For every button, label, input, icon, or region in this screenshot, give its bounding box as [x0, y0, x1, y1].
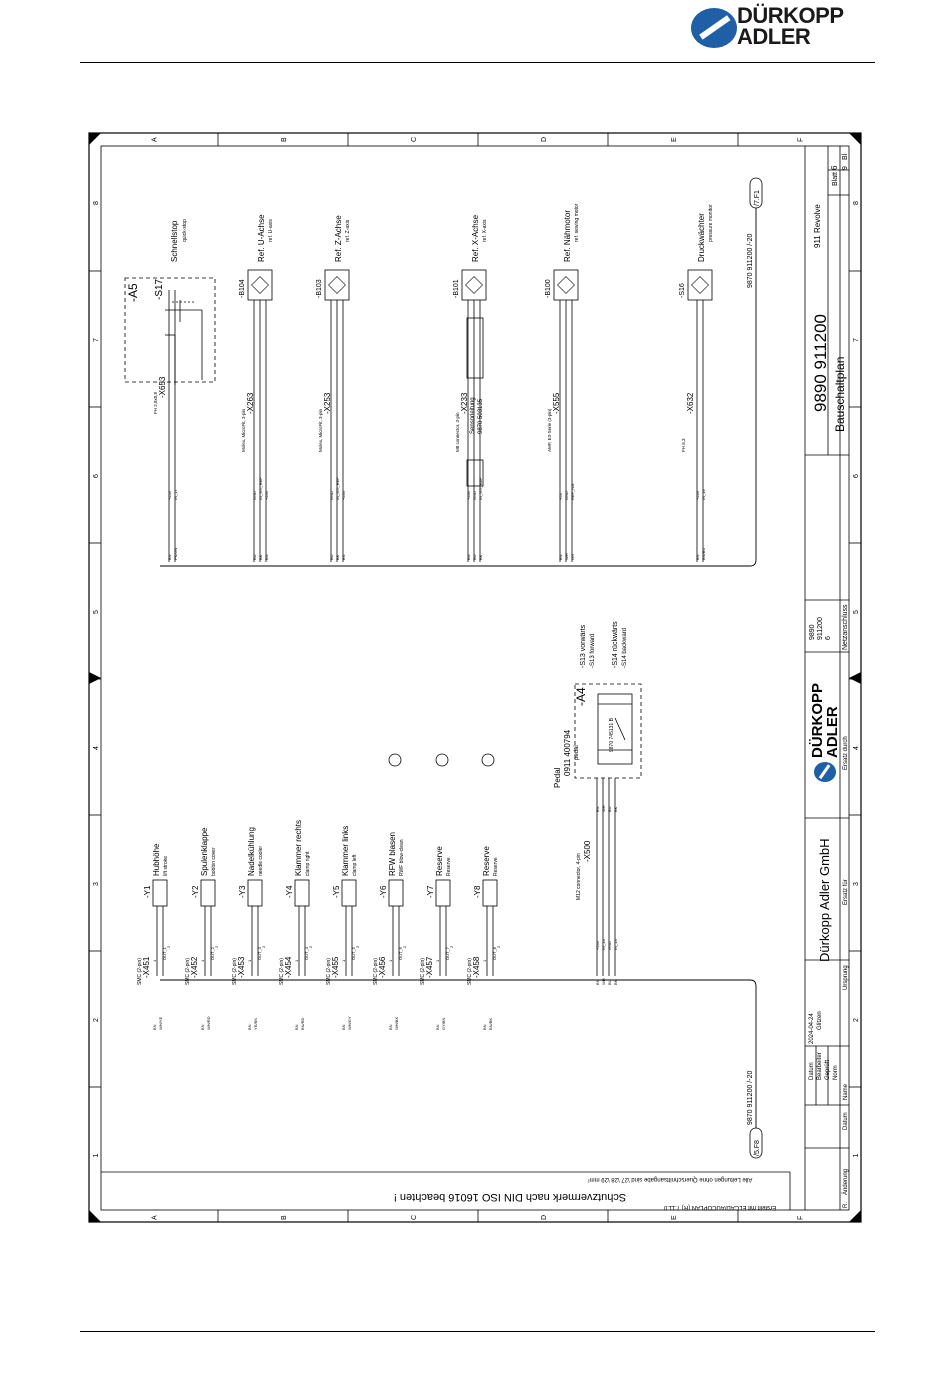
wire-color: WH: [601, 978, 606, 985]
pin-number: 1: [341, 959, 346, 962]
valve-name: Klammer links: [341, 825, 350, 876]
pedal-part: 0911 400794: [563, 729, 572, 776]
valve-name: Spulenklappe: [200, 827, 209, 876]
wire-color: BU: [607, 806, 612, 812]
wire-signal: +24V: [341, 490, 346, 500]
wire-signal: +24V: [167, 490, 172, 500]
frame-row-letter: E: [671, 1215, 678, 1220]
valve-connector-desc: SMC (2-pin): [420, 958, 426, 985]
wire-signal: GND: [252, 491, 257, 500]
pin-number: 2: [166, 945, 171, 948]
r-label: R.: [843, 1202, 849, 1208]
wire-color: PK/GN: [173, 547, 178, 560]
class-label: 911 Revolve: [813, 204, 822, 248]
solenoid-icon: [295, 880, 309, 906]
pin-number: 2: [214, 945, 219, 948]
pin-number: 2: [449, 945, 454, 948]
title-block-brand-1: DÜRKOPP: [809, 682, 826, 758]
wire-color: BN/RD: [300, 1017, 305, 1030]
wire-color: BN: [200, 1024, 205, 1030]
valve-tag: -Y2: [191, 885, 200, 898]
cross-section-note: Alle Leitungen ohne Querschnittsangabe sind \27 \28 \29 mm²: [587, 1176, 753, 1182]
pedal-s14: -S14 rückwärts: [612, 621, 619, 668]
frame-row-letter: E: [671, 137, 678, 142]
wire-color: BN: [294, 1024, 299, 1030]
wire-color: WH/BK: [394, 1016, 399, 1030]
pin-number: 2: [308, 945, 313, 948]
device-s16: [679, 204, 714, 562]
valve-tag: -Y4: [285, 885, 294, 898]
pin-number: 1: [388, 959, 393, 962]
z-symbols: [389, 754, 494, 766]
valve-connector: -X456: [378, 956, 387, 978]
device-name: Ref. X-Achse: [471, 214, 480, 262]
wire-color: BU: [329, 554, 334, 560]
valve-y8: [467, 846, 501, 1030]
valve-connector: -X451: [142, 956, 151, 978]
wire-signal: IN_STI_REF: [478, 477, 483, 500]
top-devices: [153, 203, 714, 562]
bus-lines: [160, 200, 756, 1135]
valve-name: RFW blasen: [388, 831, 397, 876]
wire-color: BN: [595, 806, 600, 812]
footer-rule: [80, 1331, 875, 1332]
blatt-label: Blatt: [832, 171, 839, 186]
ref-bottom: 9870 911200 /-20: [747, 1070, 754, 1125]
wire-color: WH/GY: [347, 1016, 352, 1030]
wire-color: GY/BN: [441, 1017, 446, 1030]
valve-output: OUT_4: [304, 947, 309, 960]
valve-tag: -Y7: [426, 885, 435, 898]
wire-color: WH: [564, 553, 569, 560]
pedal-inner: 9870 745131 B: [609, 718, 615, 752]
wire-color: WH: [601, 805, 606, 812]
pedal-s13-en: -S13 forward: [590, 633, 596, 668]
wire-color: YE/BN: [253, 1017, 258, 1030]
connector-desc: Molex, MicroFit, 3-pin: [318, 408, 323, 452]
valve-tag: -Y5: [332, 885, 341, 898]
frame-col-number: 7: [853, 338, 860, 342]
valve-name-en: lift stroke: [163, 855, 169, 876]
valve-connector-desc: SMC (2-pin): [232, 958, 238, 985]
device-b100: [545, 203, 580, 562]
frame-col-number: 8: [853, 201, 860, 205]
connector-desc: AMP, E3-Serie (3-pin): [547, 408, 552, 452]
datum-value: 2024-04-24: [809, 1013, 815, 1044]
blatt-value: 6: [830, 165, 839, 170]
small-id-2: 911200: [817, 617, 824, 640]
valve-y5: [326, 826, 360, 1030]
pin-number: 2: [402, 945, 407, 948]
pedal-conn-desc: M12 connector, 4-pin: [576, 853, 582, 900]
wire-color: WH/YE: [158, 1016, 163, 1030]
connector-desc: FH 2,8x0,8: [153, 391, 158, 414]
solenoid-icon: [389, 880, 403, 906]
valve-output: OUT_5: [351, 947, 356, 960]
wire-color: BN/BU: [701, 547, 706, 560]
bearbeiter-label: Bearbeiter: [817, 1052, 823, 1080]
wire-color: WH/RD: [206, 1016, 211, 1030]
ref-bottom-target: /5.F8: [754, 1140, 761, 1156]
netzanschluss-label: Netzanschluss: [842, 604, 849, 650]
small-id-1: 9890: [809, 624, 816, 640]
valve-y1: [137, 843, 171, 1030]
wire-signal: IN_STI_REF: [258, 477, 263, 500]
inner-frame: [101, 146, 849, 1210]
device-tag: -B103: [316, 279, 323, 298]
solenoid-icon: [342, 880, 356, 906]
frame-col-number: 3: [93, 882, 100, 886]
valve-tag: -Y3: [238, 885, 247, 898]
ersatz-fuer-label: Ersatz für: [843, 879, 849, 905]
pin-number: 2: [496, 945, 501, 948]
drawing-title: Bauschaltplan: [833, 356, 847, 432]
frame-row-letter: B: [281, 1215, 288, 1220]
ref-top: 9870 911200 /-20: [747, 233, 754, 288]
valve-output: OUT_1: [162, 947, 167, 960]
device-name: Ref. Nähmotor: [563, 209, 572, 262]
frame-row-letter: C: [411, 136, 418, 142]
wire-signal: GND: [329, 491, 334, 500]
wire-signal: +24V: [595, 940, 600, 950]
valve-y4: [279, 820, 313, 1030]
a5-label: -A5: [126, 283, 140, 302]
pedal-tag: -A4: [574, 687, 588, 706]
protection-note: Schutzvermerk nach DIN ISO 16016 beachten !: [393, 1191, 627, 1203]
ersatz-durch-label: Ersatz durch: [843, 736, 849, 770]
frame-col-number: 5: [93, 610, 100, 614]
valve-connector-desc: SMC (2-pin): [137, 958, 143, 985]
wire-color: BU: [252, 554, 257, 560]
valve-name-en: bobbin cover: [211, 847, 217, 876]
wire-signal: +24V: [264, 490, 269, 500]
valve-name: Reserve: [435, 846, 444, 876]
connector-desc: FH 6,3: [681, 438, 686, 452]
wire-color: BN: [247, 1024, 252, 1030]
wire-color: BN: [341, 554, 346, 560]
frame-row-letter: F: [797, 137, 805, 142]
solenoid-icon: [436, 880, 450, 906]
frame-row-letter: C: [411, 1214, 418, 1220]
wire-color: BN: [152, 1024, 157, 1030]
valve-name-en: needle cooler: [258, 845, 264, 876]
valve-name: Reserve: [482, 846, 491, 876]
connector-tag: -X632: [686, 392, 695, 414]
frame-col-number: 1: [93, 1153, 100, 1158]
valve-tag: -Y1: [143, 885, 152, 898]
frame-col-number: 2: [853, 1018, 860, 1022]
pedal-s13: -S13 vorwärts: [580, 624, 587, 668]
valve-name: Hubhöhe: [152, 843, 161, 876]
valve-connector: -X458: [472, 956, 481, 978]
wire-signal: IN_14: [601, 939, 606, 950]
valve-tag: -Y8: [473, 885, 482, 898]
wire-color: BN: [388, 1024, 393, 1030]
valve-connector: -X457: [425, 956, 434, 978]
valve-y3: [232, 827, 266, 1030]
frame-col-number: 1: [853, 1153, 860, 1158]
device-tag: -S16: [679, 283, 686, 298]
quick-stop-switch-icon: [165, 300, 202, 385]
pin-number: 2: [355, 945, 360, 948]
title-block: [101, 146, 849, 1210]
valve-name-en: RWF blow-clean: [399, 839, 405, 876]
connector-tag: -X653: [158, 376, 167, 398]
title-block-logo-icon: [814, 762, 836, 782]
valve-connector-desc: SMC (2-pin): [185, 958, 191, 985]
wire-signal: IN_16: [701, 489, 706, 500]
solenoid-icon: [483, 880, 497, 906]
wire-signal: GND: [472, 491, 477, 500]
frame-row-letter: A: [151, 137, 159, 142]
valve-y7: [420, 846, 454, 1030]
wire-color: GN: [570, 554, 575, 560]
valve-connector-desc: SMC (2-pin): [373, 958, 379, 985]
small-id-3: 6: [825, 636, 832, 640]
valve-name: Nadelkühlung: [247, 827, 256, 876]
frame-row-letter: D: [541, 1214, 548, 1220]
company-name: Dürkopp Adler GmbH: [817, 838, 832, 962]
frame-row-letter: D: [541, 136, 548, 142]
valves: [137, 820, 501, 1030]
device-tag: -B101: [453, 279, 460, 298]
sensor-cable-no: 9870 503135: [478, 398, 484, 434]
pedal-wires: [595, 778, 618, 985]
connector-tag: -X263: [246, 392, 255, 414]
bearbeiter-value: Glitzen: [817, 1011, 823, 1030]
frame-row-letter: B: [281, 137, 288, 142]
device-b103: [316, 215, 351, 562]
solenoid-icon: [153, 880, 167, 906]
pin-number: 1: [200, 959, 205, 962]
pedal-s14-en: -S14 backward: [622, 627, 628, 668]
pin-number: 2: [261, 945, 266, 948]
valve-output: OUT_7: [445, 947, 450, 960]
valve-tag: -Y6: [379, 885, 388, 898]
solenoid-icon: [248, 880, 262, 906]
wire-signal: REF_NM: [570, 483, 575, 500]
frame-row-letter: A: [151, 1215, 159, 1220]
wire-color: BN: [466, 554, 471, 560]
wire-color: BN: [264, 554, 269, 560]
valve-connector: -X452: [190, 956, 199, 978]
connector-desc: Molex, MicroFit, 3-pin: [241, 408, 246, 452]
wire-color: BN: [558, 554, 563, 560]
frame-col-number: 2: [93, 1018, 100, 1022]
frame-row-letter: F: [797, 1215, 805, 1220]
sensor-cable-label: Sensorleitung: [470, 397, 476, 434]
valve-connector-desc: SMC (2-pin): [279, 958, 285, 985]
wire-color: BN: [482, 1024, 487, 1030]
valve-name-en: clamp left: [352, 854, 358, 876]
frame-col-number: 6: [93, 474, 100, 478]
brand-line-2: ADLER: [737, 24, 811, 49]
drawing-number: 9890 911200: [811, 313, 830, 412]
solenoid-icon: [201, 880, 215, 906]
wire-signal: +24V: [466, 490, 471, 500]
wire-color: BK: [335, 554, 340, 560]
title-block-brand-2: ADLER: [824, 706, 841, 758]
frame-col-number: 7: [93, 338, 100, 342]
wire-color: BK: [258, 554, 263, 560]
valve-connector-desc: SMC (2-pin): [467, 958, 473, 985]
device-name: Druckwächter: [697, 213, 706, 262]
device-name-en: pressure monitor: [708, 204, 714, 242]
valve-connector: -X454: [284, 956, 293, 978]
wire-signal: IN_13: [613, 939, 618, 950]
valve-y2: [185, 827, 219, 1030]
wire-signal: +5V: [558, 492, 563, 500]
frame-col-number: 6: [853, 474, 860, 478]
pedal-name-en: pedal: [574, 745, 580, 760]
norm-label: Norm: [833, 1065, 839, 1080]
wire-signal: GND: [607, 941, 612, 950]
valve-connector-desc: SMC (2-pin): [326, 958, 332, 985]
valve-output: OUT_6: [398, 947, 403, 960]
device-name-en: quick-stop: [182, 219, 188, 242]
datum-label: Datum: [809, 1062, 815, 1080]
wire-color: BK: [613, 979, 618, 985]
pin-number: 1: [482, 959, 487, 962]
device-tag: -B100: [545, 279, 552, 298]
wire-color: BU: [472, 554, 477, 560]
wire-signal: IN_STI_REF: [335, 477, 340, 500]
device-name-en: ref. U-axis: [268, 219, 274, 242]
device-tag: -B104: [239, 279, 246, 298]
device-name: Schnellstop: [170, 220, 179, 262]
pin-number: 1: [294, 959, 299, 962]
connector-tag: -X253: [323, 392, 332, 414]
valve-output: OUT_8: [492, 947, 497, 960]
wire-signal: IN_17: [173, 489, 178, 500]
aenderung-label: Änderung: [843, 1168, 849, 1195]
wire-color: BN: [341, 1024, 346, 1030]
wire-color: BN: [167, 554, 172, 560]
device-b104: [239, 214, 274, 562]
pin-number: 1: [152, 959, 157, 962]
frame-col-number: 5: [853, 610, 860, 614]
pedal-conn: -X500: [583, 840, 592, 862]
device-b101: [453, 214, 488, 562]
brand-line-1: DÜRKOPP: [737, 3, 844, 28]
wire-color: BK: [478, 554, 483, 560]
device-name-en: ref. sewing motor: [574, 203, 580, 242]
valve-output: OUT_3: [257, 947, 262, 960]
datum2-label: Datum: [843, 1112, 849, 1130]
geprueft-label: Geprüft: [825, 1059, 831, 1080]
device-name: Ref. Z-Achse: [334, 215, 343, 262]
page-unit: Bl: [842, 153, 849, 160]
connector-tag: -X555: [552, 392, 561, 414]
connector-tag: -X233: [460, 392, 469, 414]
device-name-en: ref. Z-axis: [345, 219, 351, 242]
s17-label: -S17: [154, 278, 165, 300]
wire-color: BN: [435, 1024, 440, 1030]
valve-y6: [373, 832, 407, 1030]
valve-name-en: clamp right: [305, 851, 311, 876]
wire-signal: GND: [564, 491, 569, 500]
wire-color: BN: [595, 979, 600, 985]
valve-name: Klammer rechts: [294, 819, 303, 876]
device-name: Ref. U-Achse: [257, 214, 266, 262]
created-with-note: Erstellt mit ELCAD/AUCOPLAN (R) 7.11.0: [663, 1204, 777, 1210]
pedal-name: Pedal: [553, 767, 562, 788]
valve-name-en: Reserve: [446, 857, 452, 876]
frame-col-number: 4: [853, 746, 860, 750]
wire-color: BN/BK: [488, 1017, 493, 1030]
wire-color: BU: [607, 979, 612, 985]
page-label: 9: [842, 166, 849, 170]
valve-connector: -X455: [331, 956, 340, 978]
connector-desc: M8 connector, 3-pin: [455, 412, 460, 452]
device-name-en: ref. X-axis: [482, 219, 488, 242]
pin-number: 1: [435, 959, 440, 962]
ursprung-label: Ursprung: [843, 965, 849, 990]
frame-col-number: 8: [93, 201, 100, 205]
wire-color: BN: [695, 554, 700, 560]
valve-output: OUT_2: [210, 947, 215, 960]
wire-signal: +24V: [695, 490, 700, 500]
valve-connector: -X453: [237, 956, 246, 978]
frame-col-number: 3: [853, 882, 860, 886]
ref-top-target: /7.F1: [754, 190, 761, 206]
valve-name-en: Reserve: [493, 857, 499, 876]
name-label: Name: [843, 1083, 849, 1100]
device-a5: [153, 219, 188, 562]
pin-number: 1: [247, 959, 252, 962]
wire-color: BK: [613, 806, 618, 812]
frame-col-number: 4: [93, 746, 100, 750]
